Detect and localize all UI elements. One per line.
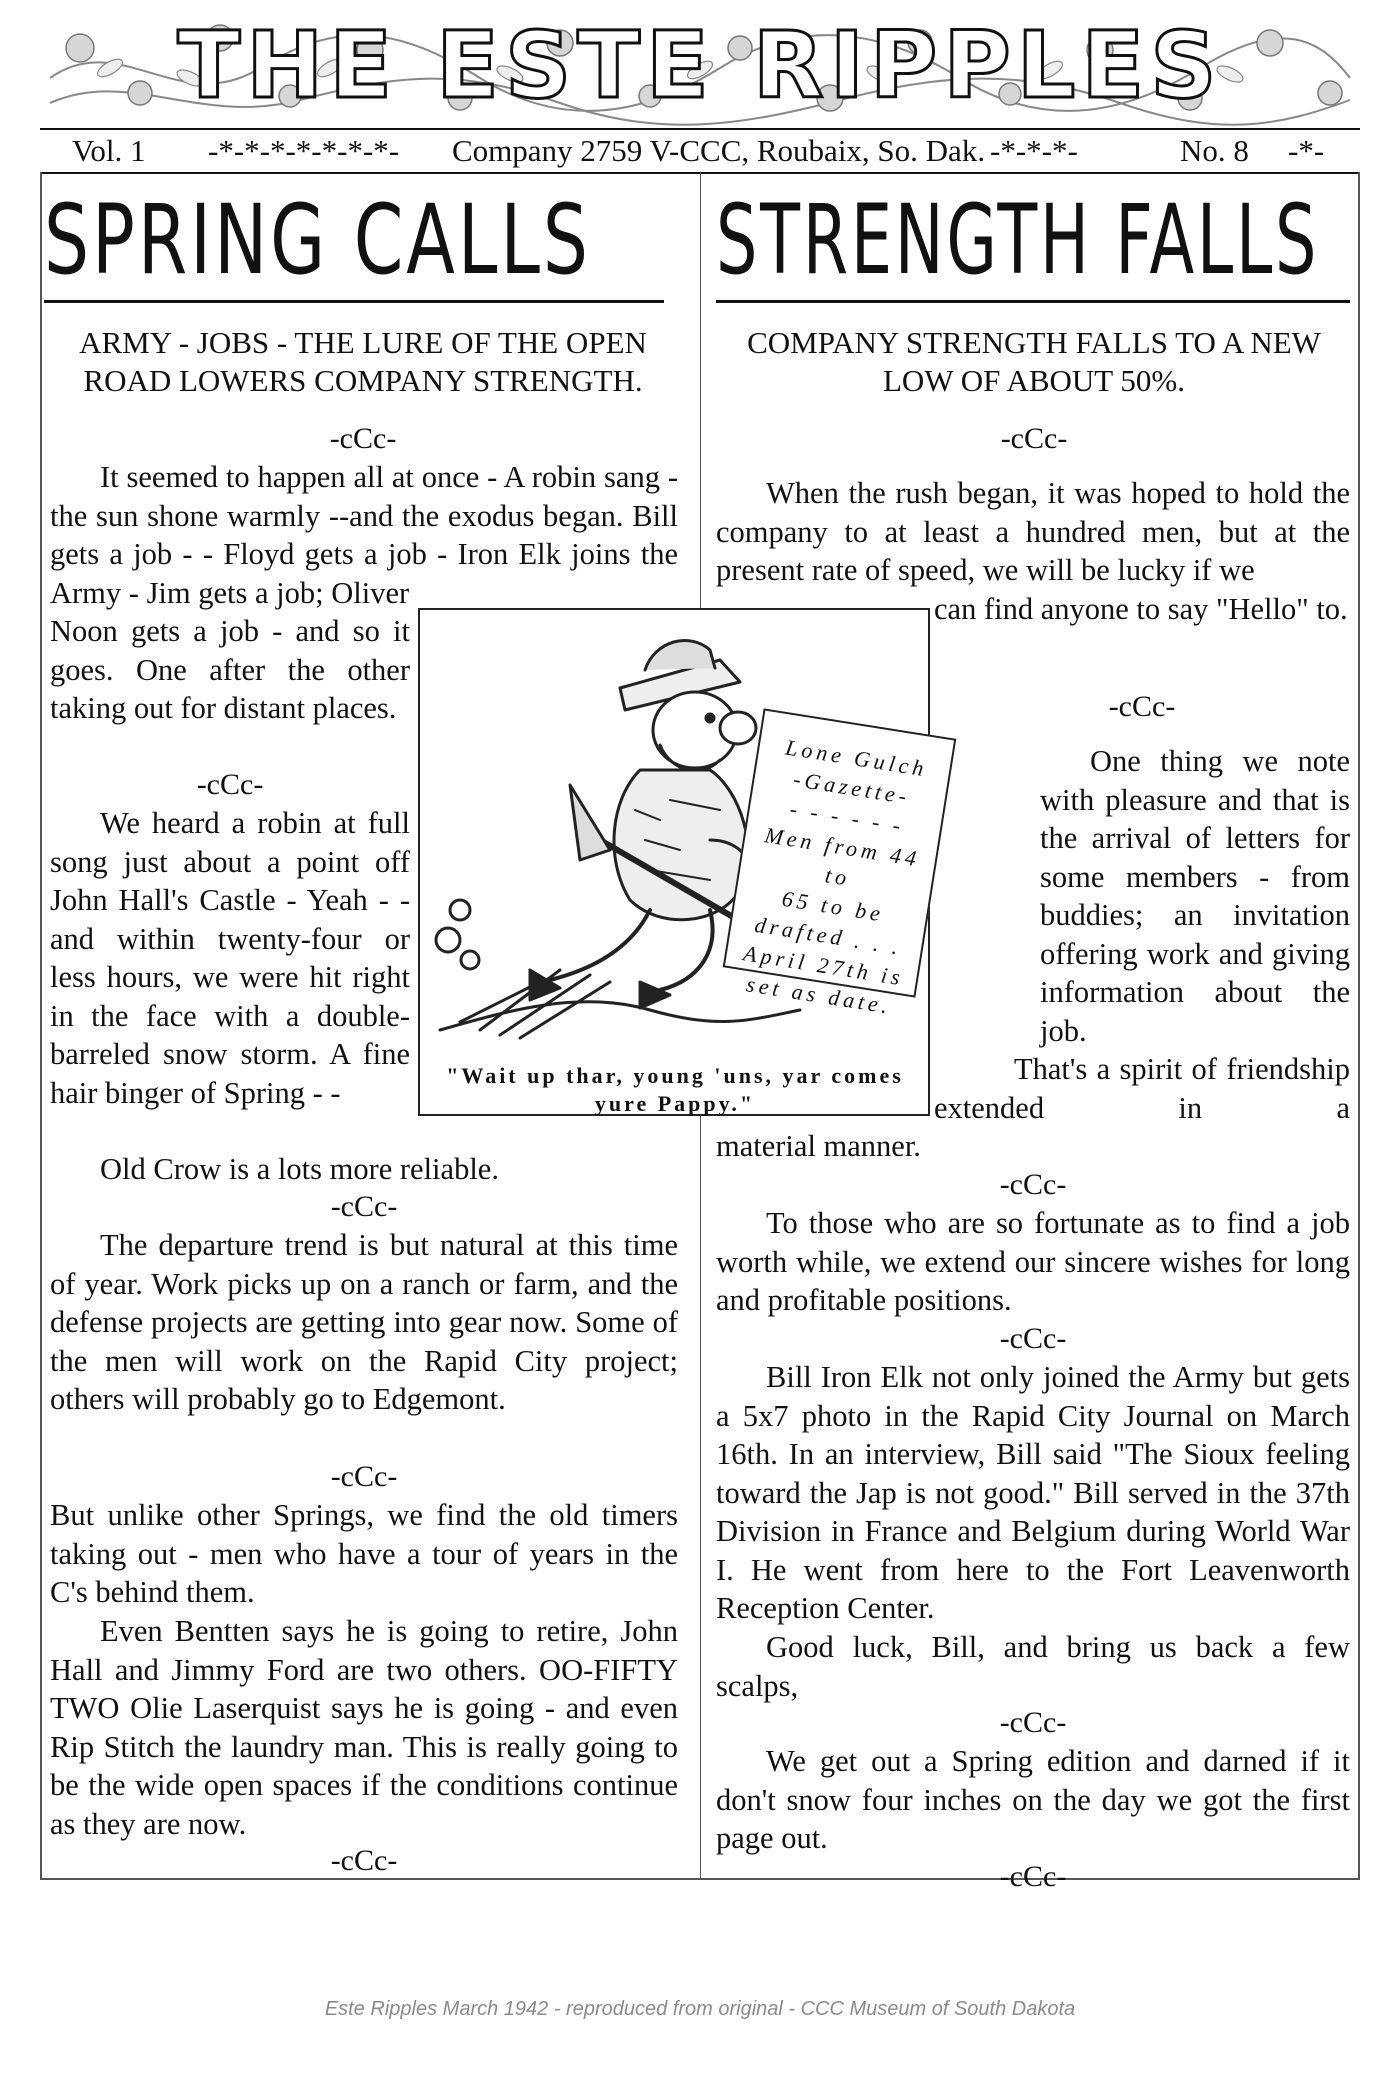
separator: -cCc- [999,1322,1067,1355]
separator: -cCc- [999,1168,1067,1201]
right-paragraph-6: Good luck, Bill, and bring us back a few scalps, [716,1630,1350,1703]
masthead-title: THE ESTE RIPPLES [177,12,1223,119]
separator: -cCc- [196,768,264,801]
separator: -cCc- [1108,690,1176,723]
right-paragraph-4: To those who are so fortunate as to find a job worth while, we extend our sincere wishes for long and profitable positions. [716,1206,1350,1317]
separator: -cCc- [330,1844,398,1877]
headline-left: SPRING CALLS [44,184,591,296]
left-paragraph-6: Even Bentten says he is going to retire, John Hall and Jimmy Ford are two others. OO-FIFTY TWO Olie Laserquist says he is going - and even Rip Stitch the laundry man. This is really going to be the wide open spaces if the conditions continue as they are now. [50,1614,678,1841]
left-paragraph-5: But unlike other Springs, we find the old timers taking out - men who have a tour of years in the C's behind them. [50,1498,678,1609]
right-paragraph-5: Bill Iron Elk not only joined the Army but gets a 5x7 photo in the Rapid City Journal on March 16th. In an interview, Bill said "The Sioux feeling toward the Jap is not good." Bill served in the 37th Division in France and Belgium during World War I. He went from here to the Fort Leavenworth Reception Center. [716,1360,1350,1625]
separator: -cCc- [1000,422,1068,455]
masthead [40,8,1360,126]
cartoon-illustration [418,608,930,1116]
gazette-sign-text: Lone Gulch -Gazette- - - - - - - Men from 44 to 65 to be drafted . . . April 27th is set as date. [741,734,930,1019]
left-paragraph-2: We heard a robin at full song just about a point off John Hall's Castle - Yeah - - and within twenty-four or less hours, we were hit right in the face with a double-barreled snow storm. A fine hair binger of Spring - - [50,806,410,1110]
left-paragraph-4: The departure trend is but natural at this time of year. Work picks up on a ranch or farm, and the defense projects are getting into gear now. Some of the men will work on the Rapid City project; others will probably go to Edgemont. [50,1228,678,1416]
issue-dashes-1: -*-*-*-*-*-*-*- [208,133,400,168]
separator: -cCc- [999,1706,1067,1739]
right-paragraph-1: When the rush began, it was hoped to hold the company to at least a hundred men, but at the present rate of speed, we will be lucky if we [716,476,1350,587]
separator: -cCc- [329,422,397,455]
left-paragraph-1: It seemed to happen all at once - A robin sang - the sun shone warmly --and the exodus began. Bill gets a job - - Floyd gets a job - Iron Elk joins the Army - Jim gets a job; Oliver [50,460,678,610]
reproduction-credit: Este Ripples March 1942 - reproduced from original - CCC Museum of South Dakota [324,1998,1076,2020]
separator: -cCc- [999,1860,1067,1893]
right-paragraph-1-cont: can find anyone to say "Hello" to. [934,592,1348,626]
left-paragraph-3: Old Crow is a lots more reliable. [100,1152,499,1186]
volume-label: Vol. 1 [72,133,146,168]
issue-dashes-2: -*-*-*- [990,133,1078,168]
headline-rule-left [44,300,664,303]
issue-line [40,130,1360,172]
issue-dashes-3: -*- [1288,133,1325,168]
cartoon-caption: "Wait up thar, young 'uns, yar comes yure Pappy." [446,1063,904,1116]
right-paragraph-3: That's a spirit of friendship extended in a [934,1052,1350,1125]
company-location: Company 2759 V-CCC, Roubaix, So. Dak. [452,133,986,168]
gazette-sign [723,708,957,1019]
headline-right: STRENGTH FALLS [716,184,1320,296]
issue-number: No. 8 [1180,133,1249,168]
right-paragraph-7: We get out a Spring edition and darned if it don't snow four inches on the day we got the first page out. [716,1744,1350,1855]
left-paragraph-1-cont: Noon gets a job - and so it goes. One after the other taking out for distant places. [50,614,410,725]
headline-rule-right [716,300,1350,303]
left-subhead: ARMY - JOBS - THE LURE OF THE OPEN ROAD LOWERS COMPANY STRENGTH. [79,325,647,398]
separator: -cCc- [330,1460,398,1493]
separator: -cCc- [330,1190,398,1223]
right-paragraph-2: One thing we note with pleasure and that is the arrival of letters for some members - from buddies; an invitation offering work and giving information about the job. [1040,744,1350,1048]
right-subhead: COMPANY STRENGTH FALLS TO A NEW LOW OF ABOUT 50%. [747,325,1321,398]
right-paragraph-3-cont: material manner. [716,1129,921,1163]
